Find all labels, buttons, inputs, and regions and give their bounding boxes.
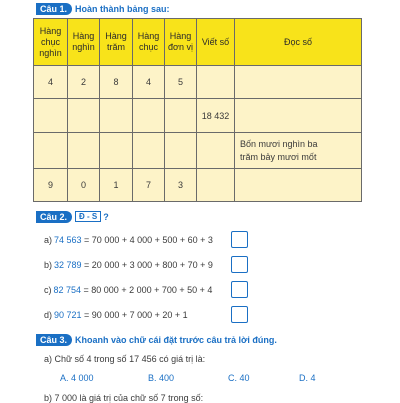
table-cell[interactable]: [68, 133, 100, 169]
table-cell[interactable]: [197, 133, 235, 169]
table-cell[interactable]: [197, 66, 235, 99]
equation-a: a) 74 563 = 70 000 + 4 000 + 500 + 60 + 3: [44, 235, 213, 245]
table-cell: 5: [165, 66, 197, 99]
question-2-header: [36, 208, 109, 226]
table-cell: 1: [100, 169, 133, 202]
option-b[interactable]: B. 400: [148, 373, 175, 383]
answer-box-c[interactable]: [231, 281, 248, 298]
table-header-row: [34, 19, 362, 66]
equation-d: d) 90 721 = 90 000 + 7 000 + 20 + 1: [44, 310, 188, 320]
table-cell: 3: [165, 169, 197, 202]
table-row: [34, 169, 362, 202]
equation-c: c) 82 754 = 80 000 + 2 000 + 700 + 50 + 4: [44, 285, 213, 295]
table-row: [34, 133, 362, 169]
table-cell: 0: [68, 169, 100, 202]
header-ten-thousands: Hàng chục nghìn: [34, 19, 68, 66]
question-3-title: Khoanh vào chữ cái đặt trước câu trả lời đúng.: [75, 334, 277, 345]
table-row: [34, 99, 362, 133]
answer-box-a[interactable]: [231, 231, 248, 248]
table-cell[interactable]: [197, 169, 235, 202]
question-1-title: Hoàn thành bảng sau:: [75, 3, 170, 14]
question-3-badge: Câu 3.: [36, 334, 72, 346]
question-2-badge: Câu 2.: [36, 211, 72, 223]
place-value-table: [33, 18, 362, 202]
table-cell: 4: [133, 66, 165, 99]
true-false-tag: Đ - S: [75, 211, 101, 222]
question-3-header: [36, 331, 277, 349]
table-cell[interactable]: [165, 133, 197, 169]
header-write-number: Viết số: [197, 19, 235, 66]
table-cell[interactable]: [100, 99, 133, 133]
table-cell: 2: [68, 66, 100, 99]
answer-box-b[interactable]: [231, 256, 248, 273]
table-cell[interactable]: [235, 66, 362, 99]
table-cell[interactable]: [235, 99, 362, 133]
answer-box-d[interactable]: [231, 306, 248, 323]
table-cell: 9: [34, 169, 68, 202]
table-cell[interactable]: [100, 133, 133, 169]
table-cell: 7: [133, 169, 165, 202]
question-1-header: [36, 0, 170, 18]
question-3a-text: a) Chữ số 4 trong số 17 456 có giá trị là:: [44, 354, 206, 364]
header-tens: Hàng chục: [133, 19, 165, 66]
question-3b-text: b) 7 000 là giá trị của chữ số 7 trong số:: [44, 393, 204, 403]
table-cell-words: Bốn mươi nghìn ba trăm bảy mươi mốt: [235, 133, 362, 169]
question-2-suffix: ?: [103, 211, 109, 222]
table-row: [34, 66, 362, 99]
table-cell[interactable]: [235, 169, 362, 202]
equation-b: b) 32 789 = 20 000 + 3 000 + 800 + 70 + 9: [44, 260, 213, 270]
table-cell[interactable]: [165, 99, 197, 133]
header-ones: Hàng đơn vị: [165, 19, 197, 66]
header-hundreds: Hàng trăm: [100, 19, 133, 66]
table-cell[interactable]: [133, 99, 165, 133]
option-c[interactable]: C. 40: [228, 373, 250, 383]
table-cell[interactable]: [133, 133, 165, 169]
table-cell[interactable]: [34, 133, 68, 169]
header-read-number: Đọc số: [235, 19, 362, 66]
question-1-badge: Câu 1.: [36, 3, 72, 15]
table-cell: 18 432: [197, 99, 235, 133]
option-d[interactable]: D. 4: [299, 373, 316, 383]
option-a[interactable]: A. 4 000: [60, 373, 94, 383]
table-cell[interactable]: [68, 99, 100, 133]
table-cell[interactable]: [34, 99, 68, 133]
table-cell: 8: [100, 66, 133, 99]
table-cell: 4: [34, 66, 68, 99]
header-thousands: Hàng nghìn: [68, 19, 100, 66]
